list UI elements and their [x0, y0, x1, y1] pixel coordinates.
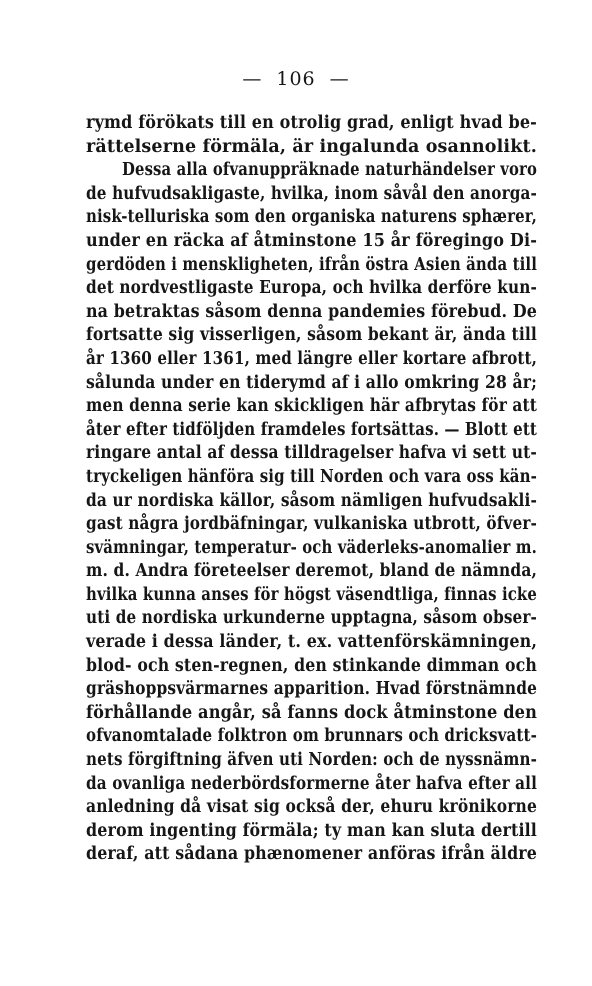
header-dash-left: —	[242, 68, 263, 90]
text-line-3: Dessa alla ofvanuppräknade naturhändelser voro	[122, 160, 537, 181]
book-page: — 106 — rymd förökats till en otrolig grad, enligt hvad be- rättelserne förmäla, är ingalunda osannolikt. Dessa alla ofvanuppräknade naturhändelser voro de hufvudsakligaste, hvilka, inom såvål den anorga- nisk-telluriska som den organiska naturens sphærer, under en räcka af åtminstone 15 år föregingo Di- gerdöden i menskligheten, ifrån östra Asien ända till det nordvestligaste Europa, och hvilka derföre kun- na betraktas såsom denna pandemies förebud. De fortsatte sig visserligen, såsom bekant är, ända till år 1360 eller 1361, med längre eller kortare afbrott, sålunda under en tiderymd af i allo omkring 28 år; men denna serie kan skickligen här afbrytas för att åter efter tidföljden framdeles fortsättas. — Blott ett ringare antal af dessa tilldragelser hafva vi sett ut- tryckeligen hänföra sig till Norden och vara oss kän- da ur nordiska källor, såsom nämligen hufvudsakli- gast några jordbäfningar, vulkaniska utbrott, öfver- svämningar, temperatur- och väderleks-anomalier m. m. d. Andra företeelser deremot, bland de nämnda, hvilka kunna anses för högst väsendtliga, finnas icke uti de nordiska urkunderne upptagna, såsom obser- verade i dessa länder, t. ex. vattenförskämningen, blod- och sten-regnen, den stinkande dimman och gräshoppsvärmarnes apparition. Hvad förstnämnde förhållande angår, så fanns dock åtminstone den ofvanomtalade folktron om brunnars och dricksvatt- nets förgiftning äfven uti Norden: och de nyssnämn- da ovanliga nederbördsformerne åter hafva efter all anledning då visat sig också der, ehuru krönikorne derom ingenting förmäla; ty man kan sluta dertill deraf, att sådana phænomener anföras ifrån äldre	[0, 0, 592, 986]
page-header	[0, 68, 592, 90]
page-number: 106	[276, 68, 316, 90]
header-dash-right: —	[329, 68, 350, 90]
